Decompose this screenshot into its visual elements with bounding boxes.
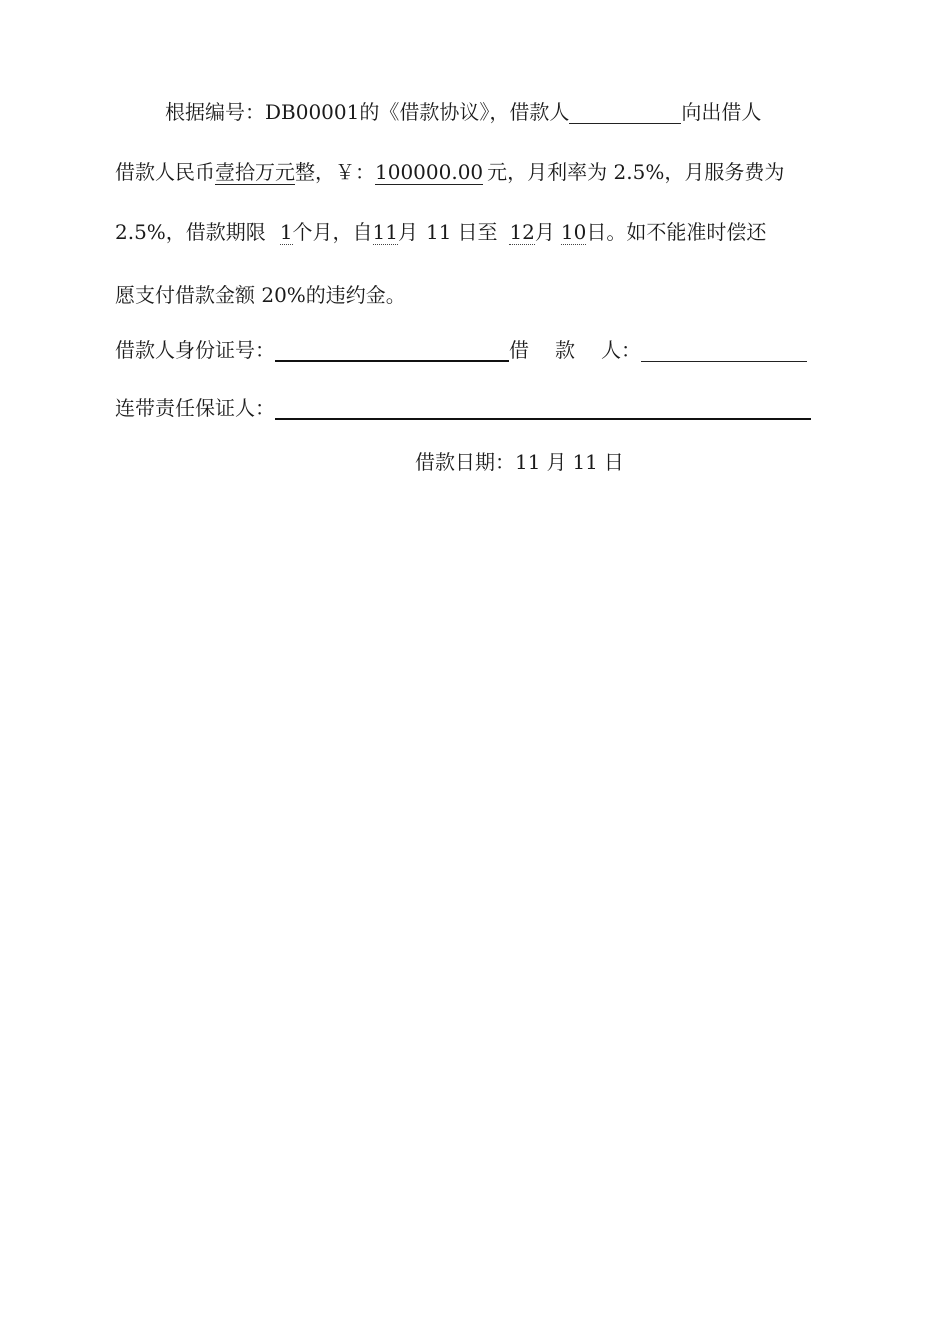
line3-month-char-2: 月 bbox=[534, 220, 555, 244]
line3-month-char: 月 bbox=[398, 220, 418, 244]
end-day: 10 bbox=[560, 220, 587, 244]
line4-text: 愿支付借款金额 20%的违约金。 bbox=[115, 283, 406, 307]
start-day: 11 bbox=[426, 220, 452, 244]
guarantor-signature-blank[interactable] bbox=[275, 398, 811, 420]
line3-to: 日至 bbox=[457, 220, 498, 244]
borrower-signature-blank[interactable] bbox=[641, 341, 807, 362]
line1-suffix: 向出借人 bbox=[681, 100, 762, 124]
line2-prefix: 借款人民币 bbox=[115, 160, 215, 184]
paragraph-line-3 bbox=[115, 220, 766, 244]
borrower-label-2: 款 bbox=[555, 338, 575, 362]
loan-date-month-char: 月 bbox=[546, 450, 567, 474]
end-month: 12 bbox=[509, 220, 535, 244]
loan-date bbox=[415, 450, 624, 474]
borrower-label-1: 借 bbox=[509, 338, 529, 362]
line2-suffix: 元，月利率为 2.5%，月服务费为 bbox=[487, 160, 785, 184]
amount-number: 100000.00 bbox=[375, 160, 484, 184]
loan-date-day: 11 bbox=[572, 450, 598, 474]
borrower-name-blank[interactable] bbox=[569, 103, 681, 124]
amount-in-words: 壹拾万元 bbox=[215, 160, 295, 184]
signature-row-guarantor bbox=[115, 396, 811, 420]
borrower-label-3: 人： bbox=[601, 338, 641, 362]
id-number-blank[interactable] bbox=[275, 340, 509, 362]
line3-unit: 个月，自 bbox=[292, 220, 373, 244]
signature-row-borrower bbox=[115, 338, 807, 362]
line2-mid: 整，￥： bbox=[295, 160, 375, 184]
line3-prefix: 2.5%，借款期限 bbox=[115, 220, 266, 244]
loan-date-day-char: 日 bbox=[603, 450, 624, 474]
start-month: 11 bbox=[372, 220, 398, 244]
agreement-number: DB00001 bbox=[265, 100, 360, 124]
line3-suffix: 日。如不能准时偿还 bbox=[586, 220, 767, 244]
id-number-label: 借款人身份证号： bbox=[115, 338, 275, 362]
line1-prefix: 根据编号： bbox=[165, 100, 265, 124]
loan-date-month: 11 bbox=[515, 450, 541, 474]
term-months: 1 bbox=[279, 220, 293, 244]
line1-mid: 的《借款协议》，借款人 bbox=[359, 100, 570, 124]
paragraph-line-2 bbox=[115, 160, 784, 184]
loan-date-label: 借款日期： bbox=[415, 450, 515, 474]
paragraph-line-4 bbox=[115, 283, 406, 307]
guarantor-label: 连带责任保证人： bbox=[115, 396, 275, 420]
paragraph-line-1 bbox=[165, 100, 761, 124]
